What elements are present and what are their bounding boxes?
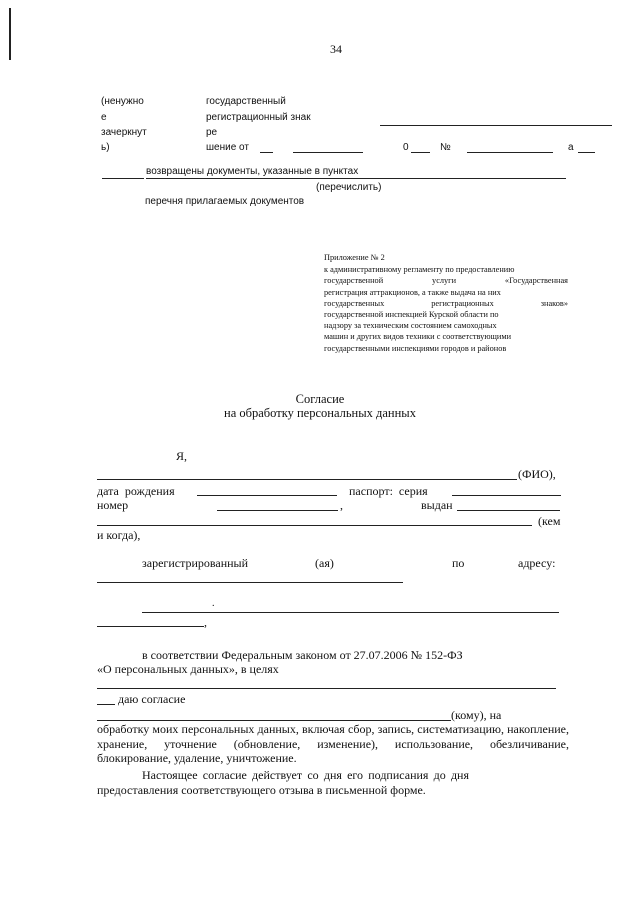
top-col2-line4: шение от [206, 142, 249, 153]
appendix-line-5 [324, 309, 568, 320]
left-margin-bar [9, 8, 11, 60]
zero-label: 0 [403, 142, 409, 153]
number-line [467, 152, 553, 153]
number-sign-label: № [440, 142, 451, 153]
top-col2-line2: регистрационный знак [206, 112, 311, 123]
ya-label: Я, [176, 449, 188, 463]
comma-2: , [204, 615, 207, 629]
birth-date-line [197, 495, 337, 496]
appendix-text: к административному регламенту по предоставлению [324, 265, 515, 275]
appendix-text: знаков» [540, 298, 568, 308]
po-label: по [452, 556, 465, 570]
appendix-text: государственной [324, 276, 384, 286]
when-whom-label-2: и когда), [97, 528, 141, 542]
when-whom-label: (кем [538, 514, 561, 528]
passport-number-line [217, 510, 338, 511]
passport-series-label: паспорт: серия [349, 484, 428, 498]
consent-title: Согласие [295, 392, 345, 406]
registered-label: зарегистрированный [142, 556, 249, 570]
address-line-3 [97, 626, 204, 627]
aya-label: (ая) [315, 556, 334, 570]
top-col1-line1: (ненужно [101, 96, 144, 107]
issued-by-line [97, 525, 532, 526]
appendix-text: государственных [324, 298, 385, 308]
law-line-1: в соответствии Федеральным законом от 27.07.2006 № 152-ФЗ [142, 648, 463, 662]
issued-line [457, 510, 560, 511]
give-consent-label: даю согласие [118, 692, 186, 706]
validity-paragraph: Настоящее согласие действует со дня его подписания до дня предоставления соответствующего отзыва в письменной форме. [97, 768, 469, 797]
consent-lead-line [97, 704, 115, 705]
appendix-text: «Государственная [504, 276, 568, 286]
a-letter: а [568, 142, 574, 153]
appendix-text: государственными инспекциями городов и районов [324, 343, 507, 353]
attached-list-text: перечня прилагаемых документов [145, 196, 305, 207]
appendix-text: регистрационных [431, 298, 494, 308]
comma: , [340, 498, 343, 512]
passport-series-line [452, 495, 561, 496]
appendix-title: Приложение № 2 [324, 253, 385, 262]
appendix-line-6 [324, 320, 568, 331]
top-col1-line4: ь) [101, 142, 110, 153]
appendix-line-4 [324, 298, 568, 309]
to-whom-line [97, 720, 451, 721]
dot-mark: . [212, 598, 215, 609]
top-col1-line2: е [101, 112, 107, 123]
appendix-text: услуги [432, 276, 457, 286]
address-line-1 [97, 582, 403, 583]
appendix-line-1 [324, 264, 568, 275]
registration-sign-line [380, 125, 612, 126]
date-line-1 [260, 152, 273, 153]
appendix-line-7 [324, 331, 568, 342]
processing-paragraph: обработку моих персональных данных, включая сбор, запись, систематизацию, накопление, хранение, уточнение (обновление, изменение), использование, обезличивание, блокирование, удаление, уничтожение. [97, 722, 569, 766]
returned-docs-line [146, 178, 566, 179]
birth-date-label: дата рождения [97, 484, 175, 498]
appendix-text: государственной инспекцией Курской области по [324, 310, 499, 320]
purpose-line [97, 688, 556, 689]
page-number: 34 [330, 42, 342, 56]
top-col1-line3: зачеркнут [101, 127, 147, 138]
appendix-line-3 [324, 287, 568, 298]
law-line-2: «О персональных данных», в целях [97, 662, 279, 676]
enumerate-note: (перечислить) [316, 182, 382, 193]
fio-label: (ФИО), [518, 467, 556, 481]
address-line-2 [142, 612, 559, 613]
a-line [578, 152, 595, 153]
appendix-text: машин и других видов техники с соответствующими [324, 332, 512, 342]
top-col2-line1: государственный [206, 96, 286, 107]
to-whom-label: (кому), на [451, 708, 502, 722]
date-line-3 [411, 152, 430, 153]
appendix-line-2 [324, 275, 568, 286]
returned-docs-text: возвращены документы, указанные в пунктах [146, 166, 359, 177]
fio-line [97, 479, 517, 480]
consent-subtitle: на обработку персональных данных [224, 406, 416, 420]
top-col2-line3: ре [206, 127, 218, 138]
issued-label: выдан [421, 498, 453, 512]
appendix-text: регистрация аттракционов, а также выдача на них [324, 287, 501, 297]
appendix-block [324, 252, 568, 354]
number-label: номер [97, 498, 129, 512]
appendix-line-8 [324, 343, 568, 354]
address-label: адресу: [518, 556, 556, 570]
appendix-text: надзору за техническим состоянием самоходных [324, 321, 497, 331]
returned-lead-line [102, 178, 144, 179]
date-line-2 [293, 152, 363, 153]
